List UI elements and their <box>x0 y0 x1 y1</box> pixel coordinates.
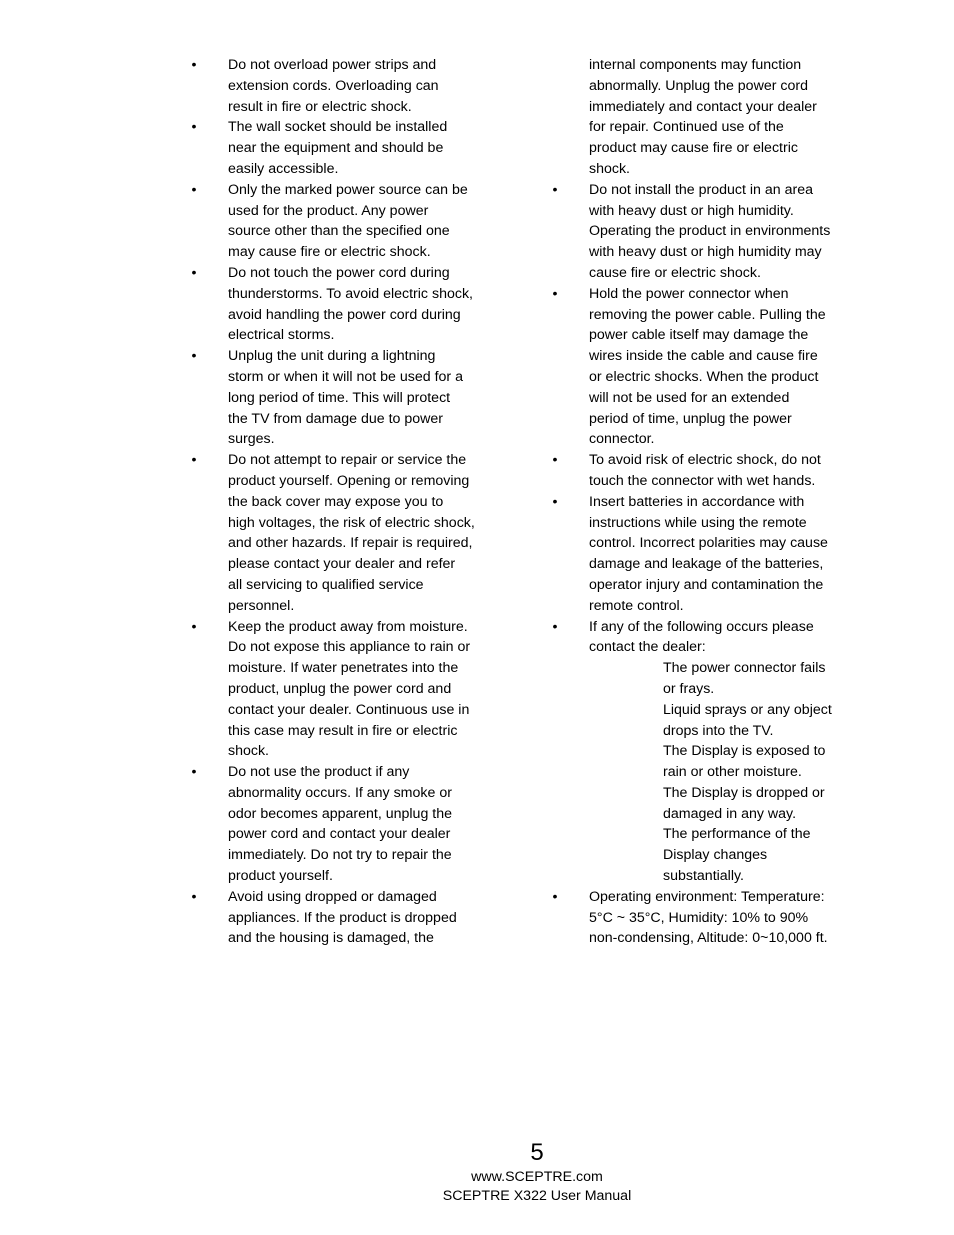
list-item-line: cause fire or electric shock. <box>589 264 761 281</box>
list-item-line: Do not use the product if any <box>228 764 410 781</box>
list-item-line: abnormality occurs. If any smoke or <box>228 784 452 801</box>
list-item-line: personnel. <box>228 597 295 614</box>
bullet-icon: • <box>552 285 558 302</box>
list-item-line: source other than the specified one <box>228 223 450 240</box>
list-item-line: wires inside the cable and cause fire <box>589 348 818 365</box>
list-item-line: the back cover may expose you to <box>228 493 444 510</box>
page-number: 5 <box>530 1139 544 1166</box>
list-item-line: please contact your dealer and refer <box>228 556 456 573</box>
list-item <box>187 346 487 450</box>
list-item-line: period of time, unplug the power <box>589 410 792 427</box>
list-item <box>187 762 487 887</box>
list-item-line: storm or when it will not be used for a <box>228 368 463 385</box>
list-item <box>187 617 487 763</box>
dealer-condition-line: The Display is exposed to <box>663 743 826 760</box>
dealer-condition-line: damaged in any way. <box>663 805 797 822</box>
dealer-condition-line: drops into the TV. <box>663 722 774 739</box>
list-item-line: easily accessible. <box>228 160 339 177</box>
list-item-line: with heavy dust or high humidity. <box>589 202 794 219</box>
list-item-line: will not be used for an extended <box>589 389 790 406</box>
list-item-line: connector. <box>589 431 655 448</box>
bullet-icon: • <box>191 119 197 136</box>
list-item-line: product yourself. <box>228 868 333 885</box>
list-item-line: touch the connector with wet hands. <box>589 472 816 489</box>
dealer-condition-line: or frays. <box>663 680 715 697</box>
list-item-line: the TV from damage due to power <box>228 410 444 427</box>
list-item-line: Hold the power connector when <box>589 285 789 302</box>
list-item-line: this case may result in fire or electric <box>228 722 458 739</box>
list-item-line: surges. <box>228 431 275 448</box>
list-item-line: Avoid using dropped or damaged <box>228 888 437 905</box>
list-item-line: or electric shocks. When the product <box>589 368 819 385</box>
list-item-line: control. Incorrect polarities may cause <box>589 535 828 552</box>
bullet-icon: • <box>191 452 197 469</box>
list-item-line: product yourself. Opening or removing <box>228 472 470 489</box>
list-item-line: may cause fire or electric shock. <box>228 244 431 261</box>
list-item <box>187 55 487 117</box>
footer-website: www.SCEPTRE.com <box>471 1169 603 1185</box>
list-item-line: immediately. Do not try to repair the <box>228 847 452 864</box>
list-item-line: moisture. If water penetrates into the <box>228 660 459 677</box>
list-item <box>548 492 844 617</box>
continued-text-line: internal components may function <box>589 57 802 73</box>
list-item <box>187 117 487 179</box>
list-item <box>187 450 487 616</box>
continued-text-line: abnormally. Unplug the power cord <box>589 77 808 94</box>
list-item <box>187 180 487 263</box>
list-item-line: thunderstorms. To avoid electric shock, <box>228 285 473 302</box>
list-item-line: product, unplug the power cord and <box>228 680 452 697</box>
bullet-icon: • <box>191 618 197 635</box>
dealer-condition-line: substantially. <box>663 868 744 885</box>
list-item-line: 5°C ~ 35°C, Humidity: 10% to 90% <box>589 909 809 926</box>
dealer-condition-line: Liquid sprays or any object <box>663 701 832 718</box>
list-item-line: high voltages, the risk of electric shock, <box>228 514 475 531</box>
list-item-line: operator injury and contamination the <box>589 576 824 593</box>
bullet-icon: • <box>552 181 558 198</box>
list-item-line: Operating the product in environments <box>589 223 831 240</box>
list-item <box>548 617 844 659</box>
continued-text-line: for repair. Continued use of the <box>589 119 784 136</box>
list-item-line: Insert batteries in accordance with <box>589 493 805 510</box>
continued-text-line: product may cause fire or electric <box>589 140 798 157</box>
list-item-line: near the equipment and should be <box>228 140 444 157</box>
footer-manual-title: SCEPTRE X322 User Manual <box>442 1188 632 1204</box>
list-item-line: with heavy dust or high humidity may <box>589 244 822 261</box>
bullet-icon: • <box>552 888 558 905</box>
list-item-line: To avoid risk of electric shock, do not <box>589 452 821 469</box>
list-item-line: odor becomes apparent, unplug the <box>228 805 453 822</box>
list-item <box>548 450 844 492</box>
dealer-condition-line: rain or other moisture. <box>663 764 802 781</box>
left-column <box>187 55 487 949</box>
bullet-icon: • <box>552 618 558 635</box>
list-item-line: appliances. If the product is dropped <box>228 909 457 926</box>
list-item-line: Do not install the product in an area <box>589 181 813 198</box>
dealer-condition-line: The power connector fails <box>663 660 826 677</box>
bullet-icon: • <box>191 348 197 365</box>
bullet-icon: • <box>191 181 197 198</box>
list-item-line: Do not expose this appliance to rain or <box>228 639 471 656</box>
list-item <box>187 263 487 346</box>
list-item <box>548 180 844 284</box>
page-footer <box>0 1138 954 1206</box>
list-item-line: Keep the product away from moisture. <box>228 618 468 635</box>
list-item-line: all servicing to qualified service <box>228 576 424 593</box>
list-item-line: damage and leakage of the batteries, <box>589 556 824 573</box>
continued-text-line: shock. <box>589 160 631 177</box>
list-item-line: power cord and contact your dealer <box>228 826 451 843</box>
list-item-line: extension cords. Overloading can <box>228 77 439 94</box>
list-item-line: shock. <box>228 743 270 760</box>
list-item <box>187 887 487 949</box>
dealer-condition-line: Display changes <box>663 847 768 864</box>
list-item <box>548 284 844 450</box>
bullet-icon: • <box>552 493 558 510</box>
continued-text-line: immediately and contact your dealer <box>589 98 817 115</box>
list-item-line: Do not overload power strips and <box>228 57 437 73</box>
bullet-icon: • <box>552 452 558 469</box>
bullet-icon: • <box>191 764 197 781</box>
list-item-line: electrical storms. <box>228 327 335 344</box>
list-item-line: power cable itself may damage the <box>589 327 809 344</box>
list-item-line: contact the dealer: <box>589 639 706 656</box>
list-item-line: Only the marked power source can be <box>228 181 468 198</box>
list-item-line: remote control. <box>589 597 684 614</box>
dealer-condition-line: The Display is dropped or <box>663 784 825 801</box>
list-item-line: result in fire or electric shock. <box>228 98 412 115</box>
list-item-line: Unplug the unit during a lightning <box>228 348 436 365</box>
list-item-line: avoid handling the power cord during <box>228 306 461 323</box>
list-item-line: and other hazards. If repair is required, <box>228 535 473 552</box>
list-item-line: non-condensing, Altitude: 0~10,000 ft. <box>589 930 828 947</box>
list-item-line: Do not attempt to repair or service the <box>228 452 467 469</box>
list-item-line: contact your dealer. Continuous use in <box>228 701 470 718</box>
list-item <box>548 887 844 949</box>
list-item-line: The wall socket should be installed <box>228 119 448 136</box>
list-item-line: and the housing is damaged, the <box>228 930 434 947</box>
list-item-line: long period of time. This will protect <box>228 389 451 406</box>
list-item-line: removing the power cable. Pulling the <box>589 306 826 323</box>
list-item-line: If any of the following occurs please <box>589 618 814 635</box>
bullet-icon: • <box>191 57 197 73</box>
list-item-line: used for the product. Any power <box>228 202 429 219</box>
list-item-line: Operating environment: Temperature: <box>589 888 825 905</box>
list-item-line: Do not touch the power cord during <box>228 264 450 281</box>
right-column <box>548 55 844 949</box>
dealer-condition-line: The performance of the <box>663 826 811 843</box>
bullet-icon: • <box>191 264 197 281</box>
bullet-icon: • <box>191 888 197 905</box>
list-item-line: instructions while using the remote <box>589 514 807 531</box>
